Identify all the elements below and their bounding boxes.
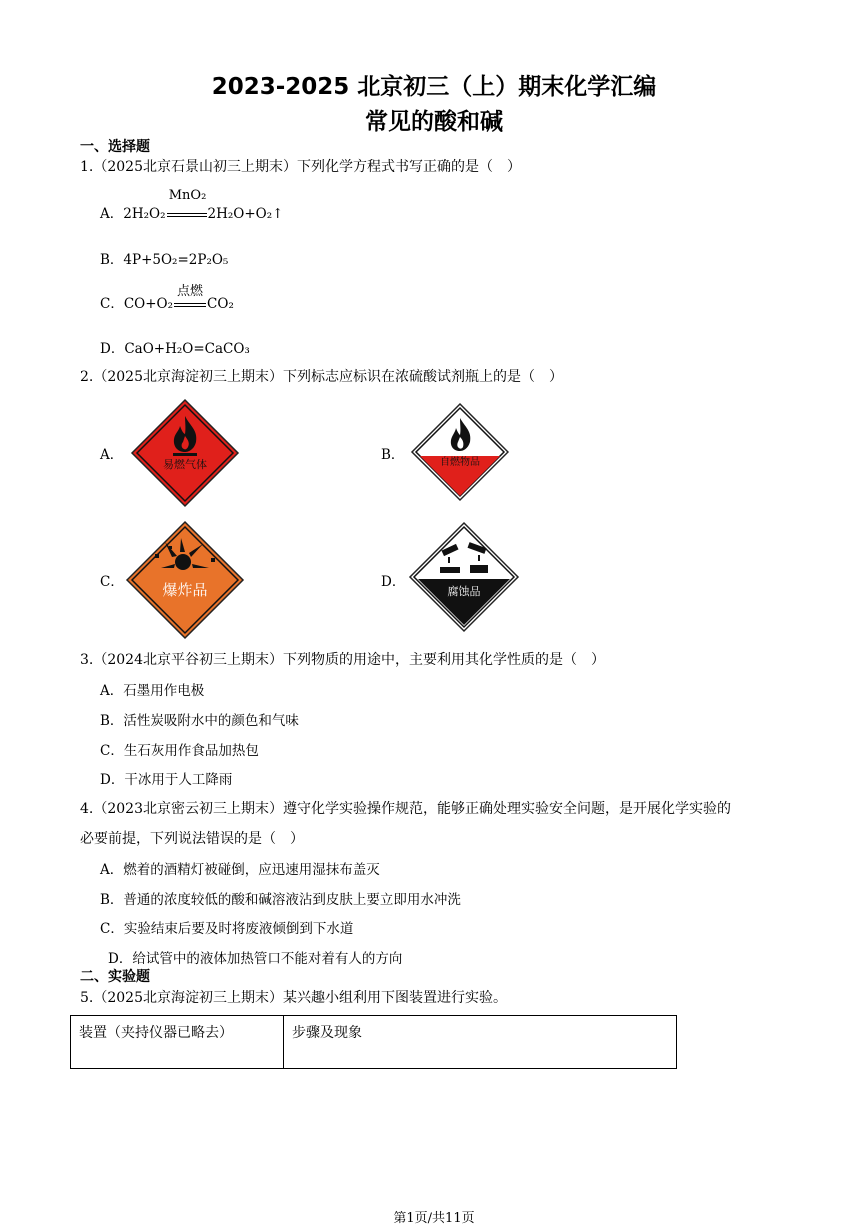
table-row (71, 1016, 677, 1069)
q3-option-d: D．干冰用于人工降雨 (100, 772, 233, 788)
q1-option-b: B．4P+5O₂=2P₂O₅ (100, 252, 229, 268)
q1-option-d: D．CaO+H₂O=CaCO₃ (100, 341, 250, 357)
q3-option-a: A．石墨用作电极 (100, 683, 205, 699)
flammable-gas-sign (130, 398, 240, 508)
explosive-sign (125, 520, 245, 640)
q2-option-b-label: B． (381, 447, 405, 463)
sign-text: 自燃物品 (440, 457, 480, 468)
q2-option-c-label: C． (100, 574, 124, 590)
equals-sign (174, 303, 206, 307)
condition-text: MnO₂ (168, 188, 207, 203)
q4-option-d: D．给试管中的液体加热管口不能对着有人的方向 (108, 951, 403, 967)
q1-option-a (100, 188, 284, 222)
equation-left: 2H₂O₂ (123, 206, 166, 222)
question-4-stem-line2: 必要前提，下列说法错误的是（ ） (80, 831, 304, 847)
q4-option-a: A．燃着的酒精灯被碰倒，应迅速用湿抹布盖灭 (100, 862, 380, 878)
sign-text: 易燃气体 (163, 458, 207, 471)
section-heading-choice: 一、选择题 (80, 139, 150, 155)
q1-option-c (100, 284, 234, 312)
q3-option-c: C．生石灰用作食品加热包 (100, 743, 259, 759)
question-3-stem: 3.（2024北京平谷初三上期末）下列物质的用途中，主要利用其化学性质的是（ ） (80, 652, 605, 668)
equation-condition (166, 188, 208, 222)
spontaneously-combustible-sign (410, 402, 510, 502)
question-2-stem: 2.（2025北京海淀初三上期末）下列标志应标识在浓硫酸试剂瓶上的是（ ） (80, 369, 563, 385)
equation-right: CO₂ (207, 296, 234, 312)
corrosive-sign (408, 521, 520, 633)
question-4-stem-line1: 4.（2023北京密云初三上期末）遵守化学实验操作规范，能够正确处理实验安全问题，是开展化学实验的 (80, 801, 731, 817)
sign-text: 腐蚀品 (447, 585, 481, 598)
q2-option-d-label: D． (381, 574, 406, 590)
option-label: A． (100, 206, 124, 222)
equals-sign (167, 213, 207, 217)
q2-option-a-label: A． (100, 447, 124, 463)
page-footer: 第1页/共11页 (393, 1211, 475, 1226)
table-header-apparatus: 装置（夹持仪器已略去） (71, 1016, 284, 1069)
table-header-steps: 步骤及现象 (284, 1016, 677, 1069)
page-subtitle: 常见的酸和碱 (365, 109, 503, 135)
section-heading-experiment: 二、实验题 (80, 969, 150, 985)
q4-option-b: B．普通的浓度较低的酸和碱溶液沾到皮肤上要立即用水冲洗 (100, 892, 461, 908)
equation-right: 2H₂O+O₂↑ (207, 206, 284, 222)
equation-left: CO+O₂ (123, 296, 174, 312)
equation-condition (173, 284, 207, 312)
page-title: 2023-2025 北京初三（上）期末化学汇编 (211, 74, 657, 100)
question-1-stem: 1.（2025北京石景山初三上期末）下列化学方程式书写正确的是（ ） (80, 159, 521, 175)
experiment-table (70, 1015, 677, 1069)
question-5-stem: 5.（2025北京海淀初三上期末）某兴趣小组利用下图装置进行实验。 (80, 990, 507, 1006)
option-label: C． (100, 296, 124, 312)
condition-text: 点燃 (177, 284, 204, 299)
q3-option-b: B．活性炭吸附水中的颜色和气味 (100, 713, 299, 729)
q4-option-c: C．实验结束后要及时将废液倾倒到下水道 (100, 921, 354, 937)
sign-text: 爆炸品 (162, 581, 208, 599)
